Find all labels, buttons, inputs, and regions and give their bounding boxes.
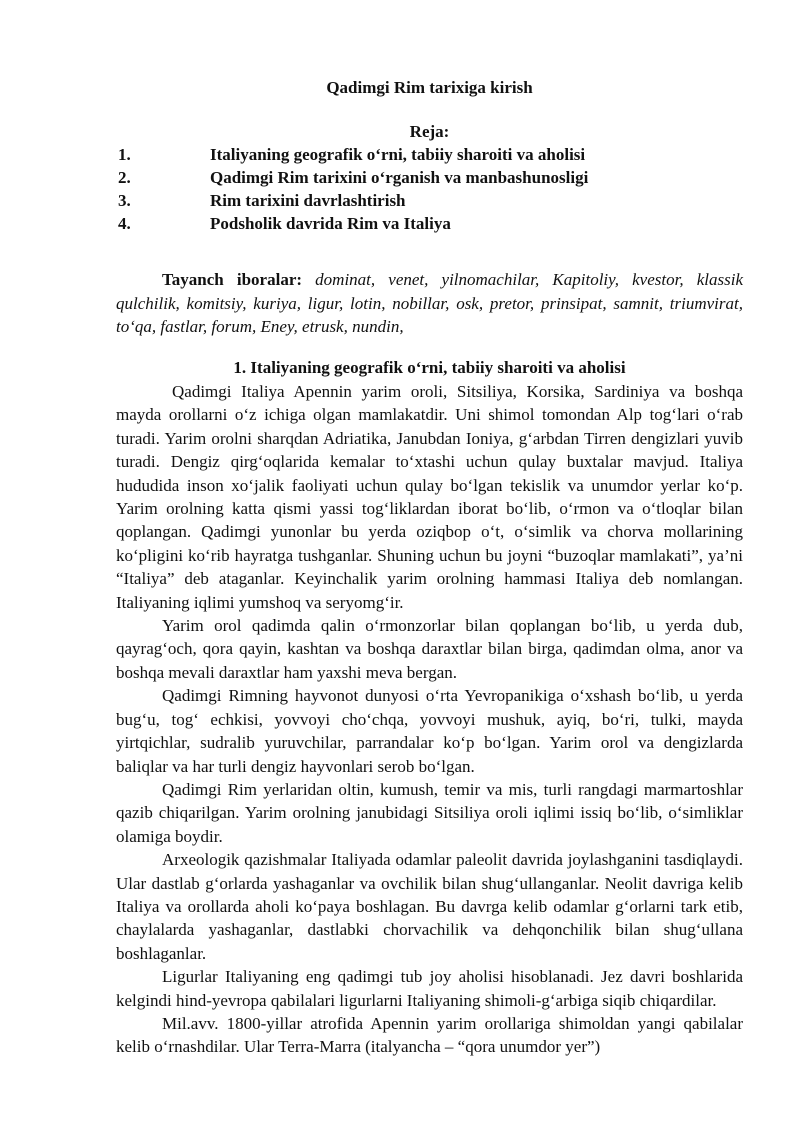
plan-item: [116, 166, 743, 189]
plan-item-number: 1.: [118, 145, 131, 164]
section-body: [116, 380, 743, 1059]
plan-item-text: Italiyaning geografik o‘rni, tabiiy sharoiti va aholisi: [210, 145, 586, 164]
plan-heading: Reja:: [409, 122, 450, 141]
section-heading: 1. Italiyaning geografik o‘rni, tabiiy sharoiti va aholisi: [233, 358, 626, 377]
plan-item: [116, 143, 743, 166]
plan-list: [116, 143, 743, 235]
plan-item-text: Qadimgi Rim tarixini o‘rganish va manbashunosligi: [210, 168, 589, 187]
plan-item-text: Podsholik davrida Rim va Italiya: [210, 214, 451, 233]
body-paragraph: Qadimgi Rim yerlaridan oltin, kumush, temir va mis, turli rangdagi marmartoshlar qazib chiqarilgan. Yarim orolning janubidagi Sitsiliya oroli iqlimi issiq bo‘lib, o‘simliklar olamiga boydir.: [116, 779, 743, 846]
body-paragraph: Qadimgi Italiya Apennin yarim oroli, Sitsiliya, Korsika, Sardiniya va boshqa mayda orollarni o‘z ichiga olgan mamlakatdir. Uni shimol tomondan Alp tog‘lari o‘rab turadi. Yarim orolni sharqdan Adriatika, Janubdan Ioniya, g‘arbdan Tirren dengizlari yuvib turadi. Dengiz qirg‘oqlarida kemalar to‘xtashi uchun qulay buxtalar mavjud. Italiya hududida inson xo‘jalik faoliyati uchun qulay bo‘lgan tekislik va unumdor yerlar ko‘p. Yarim orolning katta qismi yassi tog‘liklardan iborat bo‘lib, o‘rmon va o‘tloqlar bilan qoplangan. Qadimgi yunonlar bu yerda oziqbop o‘t, o‘simlik va chorva mollarining ko‘pligini ko‘rib hayratga tushganlar. Shuning uchun bu joyni “buzoqlar mamlakati”, ya’ni “Italiya” deb ataganlar. Keyinchalik yarim orolning hammasi Italiya deb nomlangan. Italiyaning iqlimi yumshoq va seryomg‘ir.: [116, 382, 743, 612]
plan-item-number: 3.: [118, 191, 131, 210]
plan-item-number: 2.: [118, 168, 131, 187]
document-title: Qadimgi Rim tarixiga kirish: [326, 78, 533, 97]
body-paragraph: Ligurlar Italiyaning eng qadimgi tub joy aholisi hisoblanadi. Jez davri boshlarida kelgindi hind-yevropa qabilalari ligurlarni Italiyaning shimoli-g‘arbiga siqib chiqardilar.: [116, 967, 743, 1010]
body-paragraph: Arxeologik qazishmalar Italiyada odamlar paleolit davrida joylashganini tasdiqlaydi. Ular dastlab g‘orlarda yashaganlar va ovchilik bilan shug‘ullanganlar. Neolit davriga kelib Italiya va orollarda aholi ko‘paya boshlagan. Bu davrga kelib odamlar g‘orlarni tark etib, chaylalarda yashaganlar, dastlabki chorvachilik va dehqonchilik bilan shug‘ullana boshlaganlar.: [116, 850, 743, 963]
plan-item: [116, 189, 743, 212]
body-paragraph: Mil.avv. 1800-yillar atrofida Apennin yarim orollariga shimoldan yangi qabilalar kelib o‘rnashdilar. Ular Terra-Marra (italyancha – “qora unumdor yer”): [116, 1013, 743, 1057]
plan-item: [116, 212, 743, 235]
plan-item-text: Rim tarixini davrlashtirish: [210, 191, 406, 210]
plan-item-number: 4.: [118, 214, 131, 233]
body-paragraph: Qadimgi Rimning hayvonot dunyosi o‘rta Yevropanikiga o‘xshash bo‘lib, u yerda bug‘u, tog‘ echkisi, yovvoyi cho‘chqa, yovvoyi mushuk, ayiq, bo‘ri, tulki, mayda yirtqichlar, sudralib yuruvchilar, parrandalar ko‘p bo‘lgan. Yarim orol va dengizlarda baliqlar va har turli dengiz hayvonlari serob bo‘lgan.: [116, 686, 743, 776]
body-paragraph: Yarim orol qadimda qalin o‘rmonzorlar bilan qoplangan bo‘lib, u yerda dub, qayrag‘och, qora qayin, kashtan va boshqa daraxtlar bilan birga, qadimdan olma, anor va boshqa mevali daraxtlar ham yaxshi meva bergan.: [116, 616, 743, 682]
keywords-paragraph: [116, 268, 743, 339]
keywords-label: Tayanch iboralar:: [162, 270, 303, 289]
keywords-list: dominat, venet, yilnomachilar, Kapitoliy, kvestor, klassik qulchilik, komitsiy, kuriya, ligur, lotin, nobillar, osk, pretor, prinsipat, samnit, triumvirat, to‘qa, fastlar, forum, Eney, etrusk, nundin,: [116, 270, 744, 336]
